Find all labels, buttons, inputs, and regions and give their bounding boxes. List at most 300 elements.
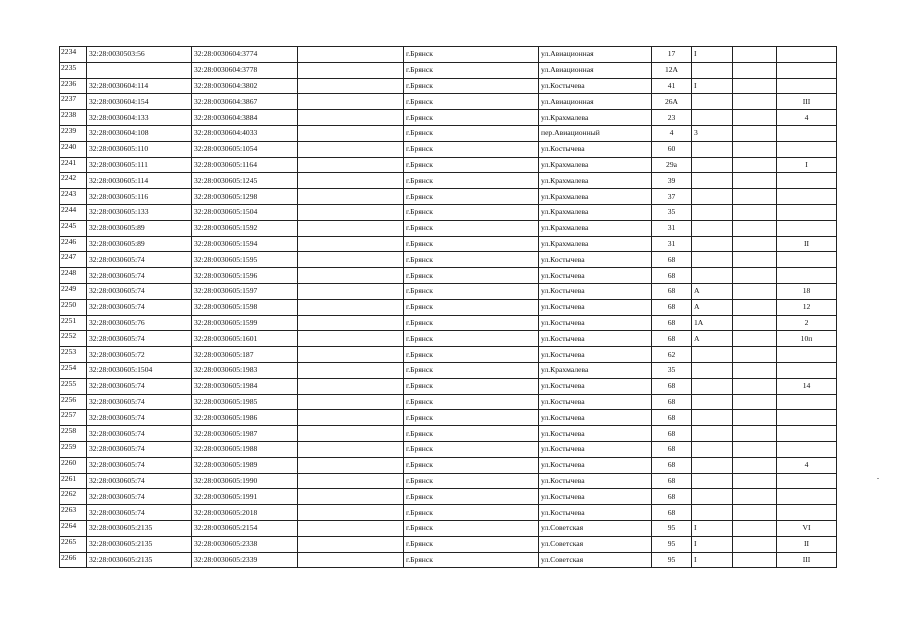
room-number-cell: I [777,157,837,173]
row-number: 2241 [60,157,87,173]
blank-cell [733,362,777,378]
building-letter-cell [692,426,733,442]
house-number-cell: 68 [652,394,692,410]
cadastral-number-parcel: 32:28:0030605:110 [87,141,192,157]
cadastral-number-object: 32:28:0030605:2339 [192,552,298,568]
cadastral-number-parcel: 32:28:0030605:74 [87,268,192,284]
cadastral-number-parcel: 32:28:0030605:111 [87,157,192,173]
room-number-cell [777,362,837,378]
building-letter-cell: I [692,520,733,536]
table-row [60,473,837,489]
cadastral-number-object: 32:28:0030605:1601 [192,331,298,347]
blank-cell [298,394,404,410]
building-letter-cell [692,394,733,410]
house-number-cell: 60 [652,141,692,157]
house-number-cell: 68 [652,378,692,394]
room-number-cell [777,473,837,489]
city-cell: г.Брянск [404,505,539,521]
building-letter-cell [692,252,733,268]
blank-cell [298,520,404,536]
building-letter-cell [692,347,733,363]
house-number-cell: 31 [652,236,692,252]
city-cell: г.Брянск [404,94,539,110]
row-number: 2252 [60,331,87,347]
cadastral-number-parcel: 32:28:0030605:74 [87,473,192,489]
street-cell: ул.Крахмалева [539,157,652,173]
city-cell: г.Брянск [404,62,539,78]
blank-cell [733,110,777,126]
row-number: 2236 [60,78,87,94]
cadastral-number-object: 32:28:0030605:1598 [192,299,298,315]
building-letter-cell: А [692,283,733,299]
blank-cell [733,426,777,442]
blank-cell [733,220,777,236]
cadastral-number-object: 32:28:0030605:1984 [192,378,298,394]
table-row [60,362,837,378]
blank-cell [298,552,404,568]
street-cell: ул.Крахмалева [539,110,652,126]
building-letter-cell: I [692,47,733,63]
blank-cell [298,331,404,347]
cadastral-number-object: 32:28:0030605:1983 [192,362,298,378]
house-number-cell: 68 [652,252,692,268]
house-number-cell: 68 [652,473,692,489]
room-number-cell [777,441,837,457]
table-row [60,410,837,426]
city-cell: г.Брянск [404,441,539,457]
house-number-cell: 68 [652,315,692,331]
city-cell: г.Брянск [404,457,539,473]
table-row [60,552,837,568]
city-cell: г.Брянск [404,347,539,363]
street-cell: ул.Костычева [539,441,652,457]
cadastral-number-object: 32:28:0030604:4033 [192,125,298,141]
room-number-cell: 12 [777,299,837,315]
building-letter-cell [692,157,733,173]
city-cell: г.Брянск [404,552,539,568]
table-row [60,94,837,110]
table-row [60,505,837,521]
house-number-cell: 68 [652,268,692,284]
blank-cell [298,252,404,268]
cadastral-number-parcel: 32:28:0030605:74 [87,394,192,410]
blank-cell [298,457,404,473]
building-letter-cell [692,505,733,521]
blank-cell [298,489,404,505]
house-number-cell: 31 [652,220,692,236]
street-cell: пер.Авиационный [539,125,652,141]
blank-cell [298,473,404,489]
room-number-cell [777,189,837,205]
cadastral-number-object: 32:28:0030605:2154 [192,520,298,536]
city-cell: г.Брянск [404,410,539,426]
cadastral-number-parcel: 32:28:0030605:74 [87,410,192,426]
blank-cell [298,189,404,205]
city-cell: г.Брянск [404,220,539,236]
cadastral-number-object: 32:28:0030605:1989 [192,457,298,473]
building-letter-cell [692,362,733,378]
city-cell: г.Брянск [404,110,539,126]
table-row [60,457,837,473]
row-number: 2251 [60,315,87,331]
cadastral-number-object: 32:28:0030605:1245 [192,173,298,189]
blank-cell [298,204,404,220]
blank-cell [733,204,777,220]
cadastral-number-object: 32:28:0030605:1987 [192,426,298,442]
blank-cell [733,552,777,568]
row-number: 2242 [60,173,87,189]
city-cell: г.Брянск [404,473,539,489]
room-number-cell [777,394,837,410]
room-number-cell: II [777,536,837,552]
blank-cell [733,331,777,347]
blank-cell [733,236,777,252]
blank-cell [298,283,404,299]
city-cell: г.Брянск [404,489,539,505]
blank-cell [298,268,404,284]
cadastral-number-object: 32:28:0030605:1985 [192,394,298,410]
cadastral-number-object: 32:28:0030605:1990 [192,473,298,489]
table-row [60,236,837,252]
city-cell: г.Брянск [404,236,539,252]
cadastral-number-parcel: 32:28:0030605:74 [87,299,192,315]
city-cell: г.Брянск [404,78,539,94]
row-number: 2264 [60,520,87,536]
building-letter-cell [692,457,733,473]
street-cell: ул.Костычева [539,78,652,94]
house-number-cell: 26А [652,94,692,110]
blank-cell [733,394,777,410]
room-number-cell: 4 [777,457,837,473]
blank-cell [733,157,777,173]
city-cell: г.Брянск [404,125,539,141]
table-row [60,204,837,220]
room-number-cell [777,141,837,157]
row-number: 2263 [60,505,87,521]
table-row [60,299,837,315]
house-number-cell: 95 [652,536,692,552]
blank-cell [733,505,777,521]
cadastral-number-object: 32:28:0030605:1164 [192,157,298,173]
room-number-cell [777,347,837,363]
street-cell: ул.Крахмалева [539,220,652,236]
house-number-cell: 41 [652,78,692,94]
building-letter-cell [692,110,733,126]
house-number-cell: 95 [652,552,692,568]
street-cell: ул.Крахмалева [539,173,652,189]
blank-cell [733,252,777,268]
cadastral-number-object: 32:28:0030604:3802 [192,78,298,94]
street-cell: ул.Крахмалева [539,362,652,378]
city-cell: г.Брянск [404,173,539,189]
cadastral-number-parcel: 32:28:0030605:74 [87,457,192,473]
house-number-cell: 17 [652,47,692,63]
blank-cell [733,125,777,141]
blank-cell [298,315,404,331]
cadastral-number-parcel: 32:28:0030503:56 [87,47,192,63]
cadastral-number-parcel: 32:28:0030605:74 [87,441,192,457]
table-row [60,220,837,236]
room-number-cell [777,426,837,442]
building-letter-cell [692,236,733,252]
cadastral-number-parcel: 32:28:0030605:114 [87,173,192,189]
building-letter-cell [692,189,733,205]
row-number: 2262 [60,489,87,505]
row-number: 2255 [60,378,87,394]
street-cell: ул.Костычева [539,505,652,521]
street-cell: ул.Костычева [539,410,652,426]
cadastral-number-parcel: 32:28:0030604:133 [87,110,192,126]
building-letter-cell [692,410,733,426]
cadastral-number-object: 32:28:0030605:1597 [192,283,298,299]
blank-cell [733,489,777,505]
building-letter-cell [692,220,733,236]
table-row [60,173,837,189]
scan-speck [877,478,879,479]
cadastral-number-parcel: 32:28:0030605:133 [87,204,192,220]
street-cell: ул.Костычева [539,141,652,157]
house-number-cell: 35 [652,204,692,220]
cadastral-number-parcel: 32:28:0030605:2135 [87,520,192,536]
cadastral-number-object: 32:28:0030605:1991 [192,489,298,505]
table-row [60,441,837,457]
blank-cell [298,505,404,521]
street-cell: ул.Костычева [539,457,652,473]
house-number-cell: 68 [652,410,692,426]
cadastral-number-parcel: 32:28:0030604:108 [87,125,192,141]
house-number-cell: 68 [652,426,692,442]
table-row [60,283,837,299]
street-cell: ул.Костычева [539,378,652,394]
row-number: 2256 [60,394,87,410]
street-cell: ул.Советская [539,520,652,536]
blank-cell [733,347,777,363]
table-row [60,536,837,552]
house-number-cell: 39 [652,173,692,189]
city-cell: г.Брянск [404,252,539,268]
house-number-cell: 68 [652,283,692,299]
building-letter-cell: 1А [692,315,733,331]
building-letter-cell [692,173,733,189]
city-cell: г.Брянск [404,536,539,552]
room-number-cell [777,489,837,505]
building-letter-cell: 3 [692,125,733,141]
cadastral-number-parcel: 32:28:0030605:74 [87,426,192,442]
building-letter-cell: А [692,299,733,315]
room-number-cell [777,410,837,426]
blank-cell [298,141,404,157]
room-number-cell: III [777,94,837,110]
house-number-cell: 68 [652,331,692,347]
cadastral-number-object: 32:28:0030604:3774 [192,47,298,63]
cadastral-number-parcel: 32:28:0030605:74 [87,252,192,268]
room-number-cell [777,78,837,94]
cadastral-number-object: 32:28:0030605:1596 [192,268,298,284]
blank-cell [298,362,404,378]
street-cell: ул.Советская [539,536,652,552]
city-cell: г.Брянск [404,315,539,331]
room-number-cell: 14 [777,378,837,394]
cadastral-number-object: 32:28:0030604:3884 [192,110,298,126]
cadastral-number-object: 32:28:0030605:1298 [192,189,298,205]
building-letter-cell [692,473,733,489]
blank-cell [298,410,404,426]
building-letter-cell [692,94,733,110]
house-number-cell: 68 [652,441,692,457]
blank-cell [733,78,777,94]
room-number-cell [777,268,837,284]
cadastral-number-parcel: 32:28:0030605:2135 [87,552,192,568]
room-number-cell [777,505,837,521]
cadastral-number-object: 32:28:0030605:187 [192,347,298,363]
street-cell: ул.Крахмалева [539,204,652,220]
cadastral-number-object: 32:28:0030605:2018 [192,505,298,521]
house-number-cell: 62 [652,347,692,363]
street-cell: ул.Крахмалева [539,236,652,252]
row-number: 2261 [60,473,87,489]
room-number-cell: VI [777,520,837,536]
blank-cell [298,157,404,173]
building-letter-cell [692,489,733,505]
blank-cell [733,315,777,331]
house-number-cell: 35 [652,362,692,378]
building-letter-cell: А [692,331,733,347]
blank-cell [298,220,404,236]
cadastral-number-parcel: 32:28:0030604:114 [87,78,192,94]
room-number-cell [777,47,837,63]
cadastral-number-object: 32:28:0030604:3867 [192,94,298,110]
blank-cell [733,473,777,489]
blank-cell [298,47,404,63]
row-number: 2260 [60,457,87,473]
house-number-cell: 95 [652,520,692,536]
table-row [60,62,837,78]
blank-cell [298,426,404,442]
street-cell: ул.Костычева [539,489,652,505]
row-number: 2238 [60,110,87,126]
cadastral-number-parcel: 32:28:0030605:1504 [87,362,192,378]
row-number: 2266 [60,552,87,568]
row-number: 2254 [60,362,87,378]
room-number-cell: 10п [777,331,837,347]
cadastral-number-parcel: 32:28:0030604:154 [87,94,192,110]
city-cell: г.Брянск [404,362,539,378]
row-number: 2246 [60,236,87,252]
blank-cell [733,189,777,205]
cadastral-number-object: 32:28:0030605:2338 [192,536,298,552]
room-number-cell [777,252,837,268]
street-cell: ул.Авиационная [539,47,652,63]
table-row [60,78,837,94]
table-row [60,125,837,141]
table-row [60,347,837,363]
house-number-cell: 29а [652,157,692,173]
row-number: 2250 [60,299,87,315]
house-number-cell: 4 [652,125,692,141]
room-number-cell [777,125,837,141]
property-register-table [59,46,837,568]
row-number: 2239 [60,125,87,141]
blank-cell [298,110,404,126]
table-row [60,378,837,394]
cadastral-number-parcel: 32:28:0030605:74 [87,489,192,505]
blank-cell [733,378,777,394]
city-cell: г.Брянск [404,378,539,394]
city-cell: г.Брянск [404,141,539,157]
city-cell: г.Брянск [404,331,539,347]
blank-cell [298,125,404,141]
cadastral-number-object: 32:28:0030605:1504 [192,204,298,220]
cadastral-number-object: 32:28:0030605:1592 [192,220,298,236]
blank-cell [298,62,404,78]
room-number-cell: 4 [777,110,837,126]
row-number: 2248 [60,268,87,284]
blank-cell [733,173,777,189]
blank-cell [298,347,404,363]
street-cell: ул.Костычева [539,268,652,284]
row-number: 2265 [60,536,87,552]
table-row [60,331,837,347]
blank-cell [733,283,777,299]
cadastral-number-parcel: 32:28:0030605:74 [87,331,192,347]
city-cell: г.Брянск [404,394,539,410]
cadastral-number-parcel: 32:28:0030605:74 [87,505,192,521]
cadastral-number-parcel: 32:28:0030605:89 [87,220,192,236]
house-number-cell: 68 [652,489,692,505]
cadastral-number-parcel: 32:28:0030605:89 [87,236,192,252]
house-number-cell: 37 [652,189,692,205]
room-number-cell: 2 [777,315,837,331]
house-number-cell: 68 [652,299,692,315]
cadastral-number-object: 32:28:0030605:1986 [192,410,298,426]
blank-cell [733,536,777,552]
building-letter-cell: I [692,78,733,94]
row-number: 2240 [60,141,87,157]
street-cell: ул.Советская [539,552,652,568]
street-cell: ул.Костычева [539,426,652,442]
building-letter-cell: I [692,536,733,552]
row-number: 2253 [60,347,87,363]
blank-cell [733,441,777,457]
house-number-cell: 12А [652,62,692,78]
city-cell: г.Брянск [404,299,539,315]
row-number: 2234 [60,47,87,63]
building-letter-cell [692,268,733,284]
table-row [60,141,837,157]
blank-cell [298,236,404,252]
cadastral-number-parcel: 32:28:0030605:74 [87,378,192,394]
street-cell: ул.Костычева [539,473,652,489]
street-cell: ул.Костычева [539,252,652,268]
row-number: 2235 [60,62,87,78]
cadastral-number-object: 32:28:0030605:1988 [192,441,298,457]
room-number-cell [777,204,837,220]
city-cell: г.Брянск [404,426,539,442]
blank-cell [298,94,404,110]
cadastral-number-parcel: 32:28:0030605:72 [87,347,192,363]
table-row [60,47,837,63]
city-cell: г.Брянск [404,204,539,220]
blank-cell [733,94,777,110]
cadastral-number-parcel: 32:28:0030605:116 [87,189,192,205]
house-number-cell: 68 [652,505,692,521]
room-number-cell [777,220,837,236]
cadastral-number-parcel: 32:28:0030605:76 [87,315,192,331]
city-cell: г.Брянск [404,157,539,173]
cadastral-number-parcel: 32:28:0030605:74 [87,283,192,299]
blank-cell [733,520,777,536]
row-number: 2245 [60,220,87,236]
